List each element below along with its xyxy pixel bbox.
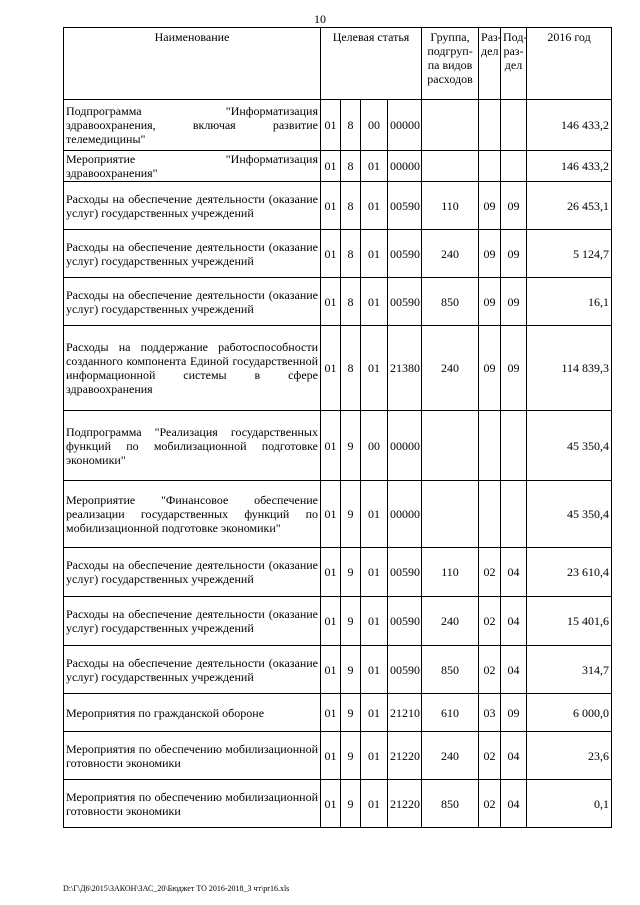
target-code-3: 01	[361, 326, 388, 411]
target-code-1: 01	[321, 646, 341, 694]
row-name: Расходы на обеспечение деятельности (оказание услуг) государственных учреждений	[64, 230, 321, 278]
row-name: Мероприятия по обеспечению мобилизационной готовности экономики	[64, 780, 321, 828]
section-code: 02	[479, 732, 501, 780]
amount-2016: 114 839,3	[527, 326, 612, 411]
target-code-4: 00590	[388, 278, 422, 326]
row-name: Мероприятия по обеспечению мобилизационной готовности экономики	[64, 732, 321, 780]
amount-2016: 5 124,7	[527, 230, 612, 278]
expense-group: 610	[422, 694, 479, 732]
section-code: 02	[479, 646, 501, 694]
target-code-1: 01	[321, 694, 341, 732]
amount-2016: 45 350,4	[527, 411, 612, 481]
target-code-4: 21220	[388, 780, 422, 828]
expense-group: 240	[422, 326, 479, 411]
row-name: Мероприятия по гражданской обороне	[64, 694, 321, 732]
subsection-code: 09	[501, 326, 527, 411]
subsection-code: 04	[501, 646, 527, 694]
target-code-4: 00590	[388, 182, 422, 230]
subsection-code	[501, 481, 527, 548]
subsection-code: 04	[501, 780, 527, 828]
target-code-1: 01	[321, 278, 341, 326]
target-code-1: 01	[321, 326, 341, 411]
expense-group: 850	[422, 780, 479, 828]
expense-group: 850	[422, 646, 479, 694]
subsection-code	[501, 151, 527, 182]
expense-group: 240	[422, 732, 479, 780]
target-code-3: 01	[361, 151, 388, 182]
section-code: 09	[479, 278, 501, 326]
subsection-code: 04	[501, 548, 527, 597]
target-code-4: 21380	[388, 326, 422, 411]
target-code-4: 21220	[388, 732, 422, 780]
target-code-3: 01	[361, 732, 388, 780]
row-name: Расходы на обеспечение деятельности (оказание услуг) государственных учреждений	[64, 548, 321, 597]
table-row	[64, 182, 612, 230]
target-code-3: 01	[361, 230, 388, 278]
subsection-code: 04	[501, 732, 527, 780]
subsection-code: 09	[501, 694, 527, 732]
expense-group: 850	[422, 278, 479, 326]
section-code	[479, 100, 501, 151]
header-group: Группа, подгруп- па видов расходов	[422, 28, 479, 100]
amount-2016: 146 433,2	[527, 151, 612, 182]
target-code-2: 9	[341, 548, 361, 597]
row-name: Расходы на поддержание работоспособности созданного компонента Единой государственной информационной системы в сфере здравоохранения	[64, 326, 321, 411]
target-code-1: 01	[321, 481, 341, 548]
row-name: Расходы на обеспечение деятельности (оказание услуг) государственных учреждений	[64, 278, 321, 326]
row-name: Мероприятие "Финансовое обеспечение реализации государственных функций по мобилизационной подготовке экономики"	[64, 481, 321, 548]
section-code: 02	[479, 548, 501, 597]
budget-table	[63, 27, 612, 828]
header-subsection: Под- раз- дел	[501, 28, 527, 100]
target-code-4: 00590	[388, 230, 422, 278]
amount-2016: 23,6	[527, 732, 612, 780]
expense-group: 240	[422, 597, 479, 646]
expense-group: 110	[422, 548, 479, 597]
page-number: 10	[314, 12, 326, 26]
row-name: Расходы на обеспечение деятельности (оказание услуг) государственных учреждений	[64, 182, 321, 230]
target-code-2: 8	[341, 326, 361, 411]
target-code-4: 00000	[388, 100, 422, 151]
row-name: Подпрограмма "Информатизация здравоохранения, включая развитие телемедицины"	[64, 100, 321, 151]
target-code-2: 9	[341, 646, 361, 694]
table-row	[64, 548, 612, 597]
target-code-4: 00000	[388, 151, 422, 182]
row-name: Расходы на обеспечение деятельности (оказание услуг) государственных учреждений	[64, 597, 321, 646]
table-row	[64, 230, 612, 278]
amount-2016: 146 433,2	[527, 100, 612, 151]
target-code-4: 00590	[388, 597, 422, 646]
subsection-code	[501, 411, 527, 481]
table-row	[64, 694, 612, 732]
amount-2016: 16,1	[527, 278, 612, 326]
expense-group	[422, 481, 479, 548]
target-code-1: 01	[321, 780, 341, 828]
section-code: 09	[479, 182, 501, 230]
target-code-2: 8	[341, 151, 361, 182]
table-row	[64, 151, 612, 182]
section-code: 09	[479, 230, 501, 278]
target-code-3: 01	[361, 481, 388, 548]
target-code-2: 8	[341, 230, 361, 278]
target-code-1: 01	[321, 548, 341, 597]
target-code-3: 00	[361, 411, 388, 481]
table-row	[64, 780, 612, 828]
target-code-4: 00590	[388, 548, 422, 597]
section-code: 02	[479, 780, 501, 828]
header-section: Раз- дел	[479, 28, 501, 100]
expense-group: 110	[422, 182, 479, 230]
target-code-2: 9	[341, 732, 361, 780]
expense-group	[422, 100, 479, 151]
target-code-1: 01	[321, 100, 341, 151]
target-code-1: 01	[321, 151, 341, 182]
target-code-3: 01	[361, 182, 388, 230]
target-code-4: 00590	[388, 646, 422, 694]
target-code-2: 8	[341, 100, 361, 151]
section-code: 09	[479, 326, 501, 411]
header-target: Целевая статья	[321, 28, 422, 100]
target-code-3: 00	[361, 100, 388, 151]
target-code-4: 21210	[388, 694, 422, 732]
table-row	[64, 732, 612, 780]
amount-2016: 314,7	[527, 646, 612, 694]
target-code-2: 8	[341, 278, 361, 326]
target-code-1: 01	[321, 230, 341, 278]
section-code	[479, 481, 501, 548]
target-code-2: 8	[341, 182, 361, 230]
footer-file-path: D:\Г\Д6\2015\ЗАКОН\ЗАС_20\Бюджет ТО 2016-2018_3 чт\pr16.xls	[63, 884, 290, 893]
table-row	[64, 646, 612, 694]
row-name: Мероприятие "Информатизация здравоохранения"	[64, 151, 321, 182]
section-code: 03	[479, 694, 501, 732]
amount-2016: 0,1	[527, 780, 612, 828]
table-row	[64, 100, 612, 151]
table-row	[64, 481, 612, 548]
subsection-code: 04	[501, 597, 527, 646]
target-code-3: 01	[361, 597, 388, 646]
amount-2016: 23 610,4	[527, 548, 612, 597]
table-row	[64, 278, 612, 326]
subsection-code: 09	[501, 278, 527, 326]
table-row	[64, 326, 612, 411]
target-code-4: 00000	[388, 411, 422, 481]
section-code	[479, 151, 501, 182]
target-code-4: 00000	[388, 481, 422, 548]
expense-group	[422, 151, 479, 182]
target-code-2: 9	[341, 411, 361, 481]
target-code-3: 01	[361, 646, 388, 694]
target-code-3: 01	[361, 548, 388, 597]
amount-2016: 6 000,0	[527, 694, 612, 732]
header-year: 2016 год	[527, 28, 612, 100]
row-name: Подпрограмма "Реализация государственных функций по мобилизационной подготовке экономики"	[64, 411, 321, 481]
subsection-code	[501, 100, 527, 151]
target-code-1: 01	[321, 411, 341, 481]
expense-group	[422, 411, 479, 481]
section-code: 02	[479, 597, 501, 646]
target-code-2: 9	[341, 694, 361, 732]
amount-2016: 15 401,6	[527, 597, 612, 646]
header-name: Наименование	[64, 28, 321, 100]
target-code-3: 01	[361, 780, 388, 828]
target-code-2: 9	[341, 780, 361, 828]
target-code-1: 01	[321, 182, 341, 230]
target-code-3: 01	[361, 694, 388, 732]
target-code-1: 01	[321, 732, 341, 780]
header-row	[64, 28, 612, 100]
section-code	[479, 411, 501, 481]
target-code-2: 9	[341, 597, 361, 646]
target-code-1: 01	[321, 597, 341, 646]
amount-2016: 26 453,1	[527, 182, 612, 230]
row-name: Расходы на обеспечение деятельности (оказание услуг) государственных учреждений	[64, 646, 321, 694]
table-row	[64, 411, 612, 481]
amount-2016: 45 350,4	[527, 481, 612, 548]
expense-group: 240	[422, 230, 479, 278]
target-code-2: 9	[341, 481, 361, 548]
subsection-code: 09	[501, 230, 527, 278]
table-row	[64, 597, 612, 646]
subsection-code: 09	[501, 182, 527, 230]
target-code-3: 01	[361, 278, 388, 326]
